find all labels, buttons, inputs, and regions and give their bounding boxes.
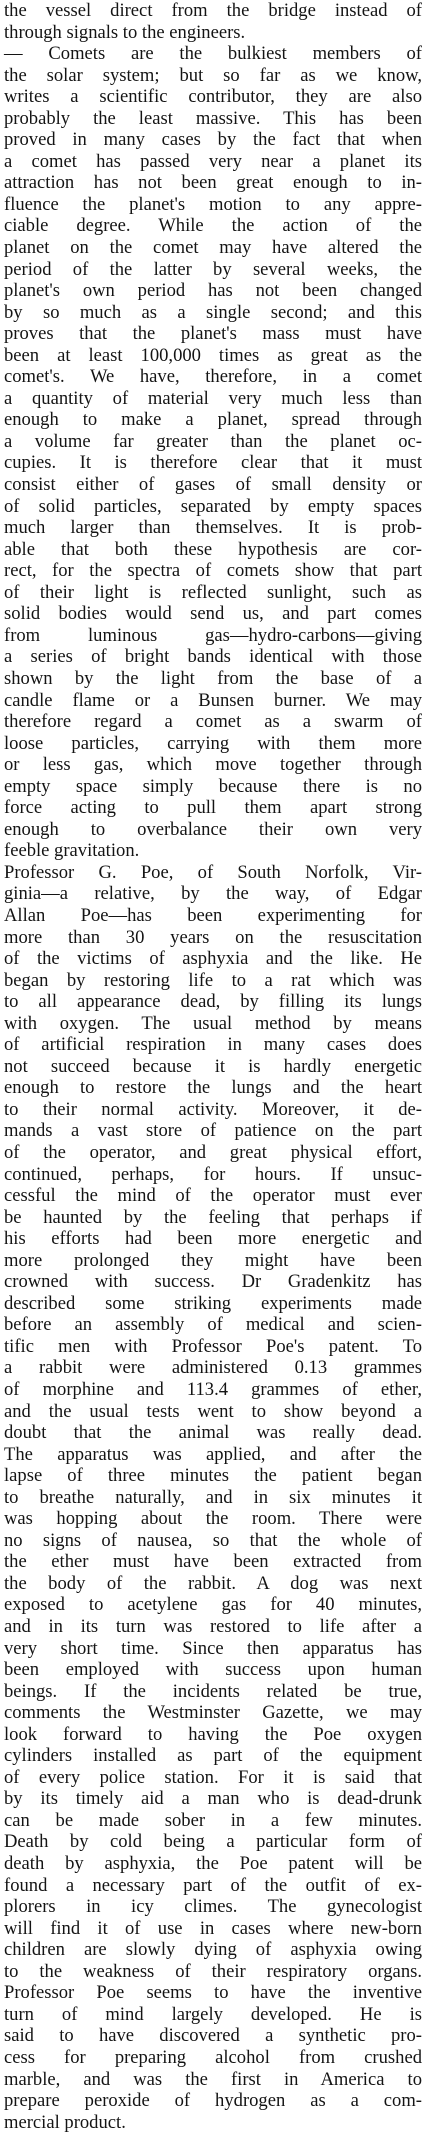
- text-line: began by restoring life to a rat which was: [4, 969, 422, 991]
- text-line: with oxygen. The usual method by means: [4, 1012, 422, 1034]
- text-line: his efforts had been more energetic and: [4, 1228, 422, 1250]
- text-line: of every police station. For it is said that: [4, 1766, 422, 1788]
- text-line: the vessel direct from the bridge instead of: [4, 0, 422, 21]
- text-line: death by asphyxia, the Poe patent will be: [4, 1853, 422, 1875]
- text-line: of solid particles, separated by empty spaces: [4, 495, 422, 517]
- text-line: mercial product.: [4, 2111, 126, 2133]
- article-column: [4, 0, 422, 2133]
- text-line: by so much as a single second; and this: [4, 301, 422, 323]
- text-line: the body of the rabbit. A dog was next: [4, 1572, 422, 1594]
- text-line: from luminous gas—hydro-carbons—giving: [4, 624, 422, 646]
- text-line: not succeed because it is hardly energetic: [4, 1055, 422, 1077]
- text-line: cessful the mind of the operator must ever: [4, 1185, 422, 1207]
- text-line: proves that the planet's mass must have: [4, 323, 422, 345]
- text-line: a rabbit were administered 0.13 grammes: [4, 1357, 422, 1379]
- text-line: of morphine and 113.4 grammes of ether,: [4, 1379, 422, 1400]
- text-line: and the usual tests went to show beyond a: [4, 1400, 422, 1422]
- text-line: of the operator, and great physical effort,: [4, 1141, 422, 1163]
- text-line: candle flame or a Bunsen burner. We may: [4, 689, 422, 711]
- text-line: period of the latter by several weeks, the: [4, 258, 422, 280]
- text-line: Allan Poe—has been experimenting for: [4, 904, 422, 926]
- text-line: described some striking experiments made: [4, 1292, 422, 1314]
- text-line: prepare peroxide of hydrogen as a com-: [4, 2090, 422, 2112]
- text-line: empty space simply because there is no: [4, 775, 422, 797]
- text-line: children are slowly dying of asphyxia owing: [4, 1939, 422, 1961]
- text-line: before an assembly of medical and scien-: [4, 1314, 422, 1336]
- text-line: Death by cold being a particular form of: [4, 1831, 422, 1853]
- text-line: force acting to pull them apart strong: [4, 797, 422, 819]
- text-line: a volume far greater than the planet oc-: [4, 430, 422, 452]
- text-line: more prolonged they might have been: [4, 1249, 422, 1271]
- text-line: attraction has not been great enough to in-: [4, 172, 422, 194]
- text-line: planet on the comet may have altered the: [4, 237, 422, 259]
- text-line: feeble gravitation.: [4, 840, 140, 862]
- text-line: cess for preparing alcohol from crushed: [4, 2046, 422, 2068]
- text-line: mands a vast store of patience on the part: [4, 1120, 422, 1142]
- text-line: to breathe naturally, and in six minutes it: [4, 1486, 422, 1508]
- text-line: exposed to acetylene gas for 40 minutes,: [4, 1594, 422, 1616]
- text-line: a comet has passed very near a planet its: [4, 150, 422, 172]
- text-line: of their light is reflected sunlight, such as: [4, 581, 422, 603]
- text-line: be haunted by the feeling that perhaps if: [4, 1206, 422, 1228]
- text-line: a quantity of material very much less than: [4, 387, 422, 409]
- text-line: much larger than themselves. It is prob-: [4, 517, 422, 539]
- text-line: no signs of nausea, so that the whole of: [4, 1529, 422, 1551]
- text-line: Professor Poe seems to have the inventive: [4, 1982, 422, 2004]
- text-line: more than 30 years on the resuscitation: [4, 926, 422, 948]
- text-line: cylinders installed as part of the equipment: [4, 1745, 422, 1767]
- text-line: been employed with success upon human: [4, 1659, 422, 1681]
- text-line: found a necessary part of the outfit of ex-: [4, 1874, 422, 1896]
- text-line: through signals to the engineers.: [4, 21, 246, 43]
- text-line: doubt that the animal was really dead.: [4, 1422, 422, 1444]
- text-line: continued, perhaps, for hours. If unsuc-: [4, 1163, 422, 1185]
- text-line: planet's own period has not been changed: [4, 280, 422, 302]
- text-line: shown by the light from the base of a: [4, 667, 422, 689]
- text-line: turn of mind largely developed. He is: [4, 2003, 422, 2025]
- text-line: enough to overbalance their own very: [4, 818, 422, 840]
- text-line: solid bodies would send us, and part comes: [4, 603, 422, 625]
- text-line: plorers in icy climes. The gynecologist: [4, 1896, 422, 1918]
- text-line: lapse of three minutes the patient began: [4, 1465, 422, 1487]
- text-line: tific men with Professor Poe's patent. To: [4, 1335, 422, 1357]
- text-line: cupies. It is therefore clear that it must: [4, 452, 422, 474]
- text-line: marble, and was the first in America to: [4, 2068, 422, 2090]
- text-line: of artificial respiration in many cases does: [4, 1034, 422, 1056]
- text-line: very short time. Since then apparatus has: [4, 1637, 422, 1659]
- text-line: ginia—a relative, by the way, of Edgar: [4, 883, 422, 905]
- text-line: to their normal activity. Moreover, it de-: [4, 1098, 422, 1120]
- text-line: a series of bright bands identical with those: [4, 646, 422, 668]
- text-line: consist either of gases of small density or: [4, 474, 422, 496]
- text-line: look forward to having the Poe oxygen: [4, 1723, 422, 1745]
- text-line: been at least 100,000 times as great as the: [4, 344, 422, 366]
- text-line: Professor G. Poe, of South Norfolk, Vir-: [4, 861, 422, 883]
- text-line: will find it of use in cases where new-born: [4, 1917, 422, 1939]
- text-line: The apparatus was applied, and after the: [4, 1443, 422, 1465]
- text-line: can be made sober in a few minutes.: [4, 1809, 422, 1831]
- text-line: crowned with success. Dr Gradenkitz has: [4, 1271, 422, 1293]
- text-line: to all appearance dead, by filling its lungs: [4, 991, 422, 1013]
- text-line: said to have discovered a synthetic pro-: [4, 2025, 422, 2047]
- text-line: — Comets are the bulkiest members of: [4, 43, 422, 65]
- text-line: fluence the planet's motion to any appre-: [4, 193, 422, 215]
- text-line: the solar system; but so far as we know,: [4, 64, 422, 86]
- text-line: of the victims of asphyxia and the like. He: [4, 948, 422, 970]
- text-line: writes a scientific contributor, they are also: [4, 86, 422, 108]
- text-line: and in its turn was restored to life after a: [4, 1616, 422, 1638]
- text-line: by its timely aid a man who is dead-drunk: [4, 1788, 422, 1810]
- text-line: the ether must have been extracted from: [4, 1551, 422, 1573]
- text-line: ciable degree. While the action of the: [4, 215, 422, 237]
- text-line: comet's. We have, therefore, in a comet: [4, 366, 422, 388]
- text-line: therefore regard a comet as a swarm of: [4, 711, 422, 733]
- text-line: loose particles, carrying with them more: [4, 732, 422, 754]
- text-line: able that both these hypothesis are cor-: [4, 538, 422, 560]
- text-line: comments the Westminster Gazette, we may: [4, 1702, 422, 1724]
- text-line: beings. If the incidents related be true,: [4, 1680, 422, 1702]
- text-line: probably the least massive. This has been: [4, 107, 422, 129]
- text-line: proved in many cases by the fact that when: [4, 129, 422, 151]
- text-line: rect, for the spectra of comets show that part: [4, 560, 422, 582]
- text-line: enough to restore the lungs and the heart: [4, 1077, 422, 1099]
- text-line: enough to make a planet, spread through: [4, 409, 422, 431]
- text-line: or less gas, which move together through: [4, 754, 422, 776]
- text-line: to the weakness of their respiratory organs.: [4, 1960, 422, 1982]
- text-line: was hopping about the room. There were: [4, 1508, 422, 1530]
